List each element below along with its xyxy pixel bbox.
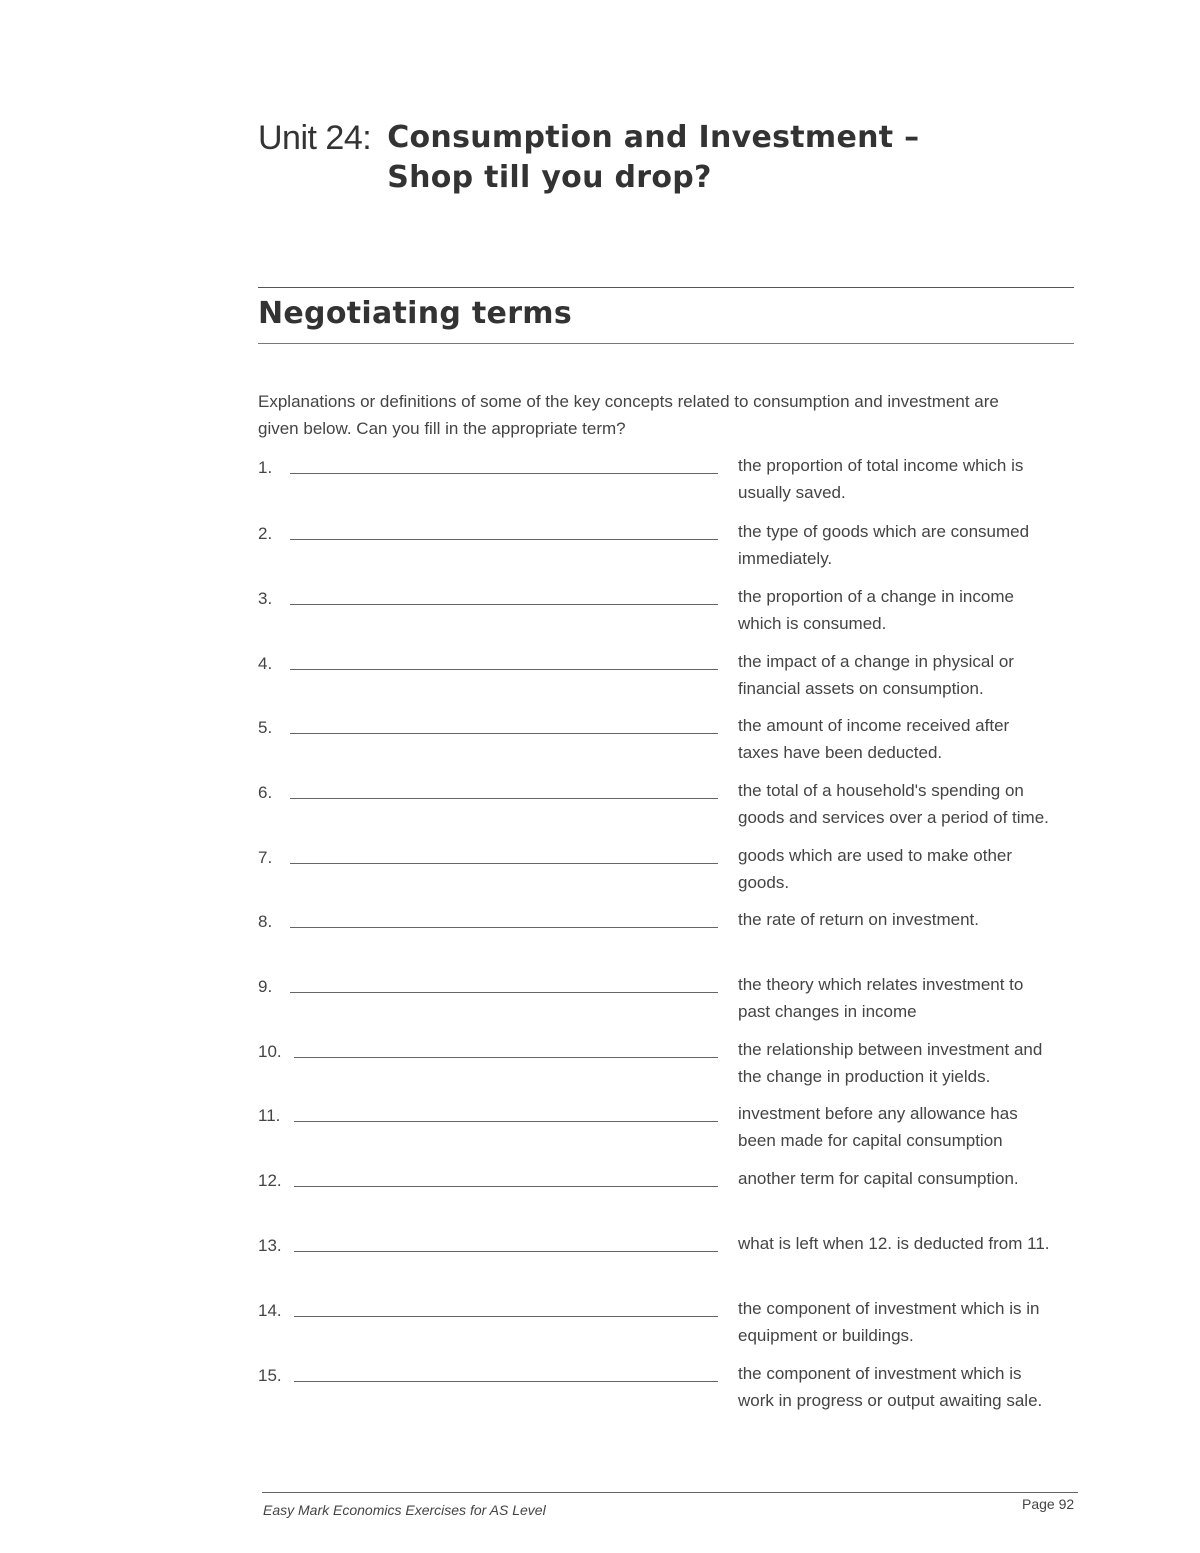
unit-title-line-1: Consumption and Investment – xyxy=(387,120,920,155)
definition-line: equipment or buildings. xyxy=(738,1326,914,1345)
term-item-15 xyxy=(258,1360,1088,1420)
term-number: 11. xyxy=(258,1106,281,1125)
term-item-11 xyxy=(258,1100,1088,1160)
definition-line: investment before any allowance has xyxy=(738,1104,1018,1123)
term-number: 2. xyxy=(258,524,273,543)
term-definition xyxy=(738,971,1088,1025)
answer-blank[interactable] xyxy=(290,992,718,993)
term-definition xyxy=(738,1100,1088,1154)
term-number: 7. xyxy=(258,848,273,867)
term-definition xyxy=(738,583,1088,637)
definition-line: goods. xyxy=(738,873,790,892)
answer-blank[interactable] xyxy=(290,604,718,605)
footer-rule xyxy=(262,1492,1078,1493)
answer-blank[interactable] xyxy=(290,473,718,474)
term-number: 13. xyxy=(258,1236,282,1255)
definition-line: the relationship between investment and xyxy=(738,1040,1043,1059)
instructions xyxy=(258,388,1088,442)
term-definition xyxy=(738,1230,1088,1257)
section-bottom-rule xyxy=(258,343,1074,344)
term-definition xyxy=(738,518,1088,572)
term-item-10 xyxy=(258,1036,1088,1096)
term-item-14 xyxy=(258,1295,1088,1355)
definition-line: the proportion of total income which is xyxy=(738,456,1024,475)
term-item-1 xyxy=(258,452,1088,512)
term-definition xyxy=(738,648,1088,702)
unit-label: Unit 24: xyxy=(258,119,372,157)
section-title: Negotiating terms xyxy=(258,296,573,331)
term-number: 6. xyxy=(258,783,273,802)
term-number: 5. xyxy=(258,718,273,737)
unit-title xyxy=(387,118,919,198)
term-number: 4. xyxy=(258,654,273,673)
term-item-12 xyxy=(258,1165,1088,1225)
term-definition xyxy=(738,1036,1088,1090)
definition-line: the rate of return on investment. xyxy=(738,910,979,929)
answer-blank[interactable] xyxy=(294,1186,718,1187)
term-number: 15. xyxy=(258,1366,282,1385)
definition-line: taxes have been deducted. xyxy=(738,743,943,762)
answer-blank[interactable] xyxy=(290,798,718,799)
definition-line: the amount of income received after xyxy=(738,716,1010,735)
answer-blank[interactable] xyxy=(290,539,718,540)
definition-line: which is consumed. xyxy=(738,614,887,633)
page-title xyxy=(258,118,919,198)
term-item-4 xyxy=(258,648,1088,708)
definition-line: the type of goods which are consumed xyxy=(738,522,1030,541)
definition-line: goods which are used to make other xyxy=(738,846,1013,865)
term-number: 8. xyxy=(258,912,273,931)
term-definition xyxy=(738,1295,1088,1349)
term-item-9 xyxy=(258,971,1088,1031)
term-number: 14. xyxy=(258,1301,282,1320)
term-item-13 xyxy=(258,1230,1088,1290)
definition-line: goods and services over a period of time. xyxy=(738,808,1049,827)
term-definition xyxy=(738,1360,1088,1414)
definition-line: the theory which relates investment to xyxy=(738,975,1024,994)
definition-line: past changes in income xyxy=(738,1002,917,1021)
term-definition xyxy=(738,452,1088,506)
footer-book-title: Easy Mark Economics Exercises for AS Level xyxy=(263,1502,546,1518)
definition-line: usually saved. xyxy=(738,483,846,502)
instructions-line-1: Explanations or definitions of some of the key concepts related to consumption and investment are xyxy=(258,392,999,411)
definition-line: the change in production it yields. xyxy=(738,1067,991,1086)
term-number: 12. xyxy=(258,1171,282,1190)
answer-blank[interactable] xyxy=(290,863,718,864)
term-item-2 xyxy=(258,518,1088,578)
term-definition xyxy=(738,842,1088,896)
term-definition xyxy=(738,1165,1088,1192)
term-item-6 xyxy=(258,777,1088,837)
answer-blank[interactable] xyxy=(290,927,718,928)
definition-line: immediately. xyxy=(738,549,833,568)
term-item-5 xyxy=(258,712,1088,772)
footer-page-number: Page 92 xyxy=(1022,1496,1075,1512)
term-definition xyxy=(738,777,1088,831)
section-top-rule xyxy=(258,287,1074,288)
term-definition xyxy=(738,906,1088,933)
instructions-line-2: given below. Can you fill in the appropriate term? xyxy=(258,419,626,438)
term-definition xyxy=(738,712,1088,766)
definition-line: the component of investment which is in xyxy=(738,1299,1040,1318)
definition-line: what is left when 12. is deducted from 11. xyxy=(738,1234,1050,1253)
term-item-7 xyxy=(258,842,1088,902)
term-number: 3. xyxy=(258,589,273,608)
term-number: 9. xyxy=(258,977,273,996)
answer-blank[interactable] xyxy=(294,1316,718,1317)
definition-line: the proportion of a change in income xyxy=(738,587,1014,606)
term-number: 10. xyxy=(258,1042,282,1061)
definition-line: financial assets on consumption. xyxy=(738,679,984,698)
answer-blank[interactable] xyxy=(290,733,718,734)
term-number: 1. xyxy=(258,458,273,477)
answer-blank[interactable] xyxy=(294,1381,718,1382)
term-item-3 xyxy=(258,583,1088,643)
definition-line: work in progress or output awaiting sale. xyxy=(738,1391,1043,1410)
definition-line: another term for capital consumption. xyxy=(738,1169,1019,1188)
answer-blank[interactable] xyxy=(294,1121,718,1122)
term-item-8 xyxy=(258,906,1088,966)
definition-line: the total of a household's spending on xyxy=(738,781,1024,800)
definition-line: been made for capital consumption xyxy=(738,1131,1003,1150)
definition-line: the component of investment which is xyxy=(738,1364,1022,1383)
answer-blank[interactable] xyxy=(290,669,718,670)
definition-line: the impact of a change in physical or xyxy=(738,652,1014,671)
answer-blank[interactable] xyxy=(294,1057,718,1058)
unit-title-line-2: Shop till you drop? xyxy=(387,160,712,195)
answer-blank[interactable] xyxy=(294,1251,718,1252)
